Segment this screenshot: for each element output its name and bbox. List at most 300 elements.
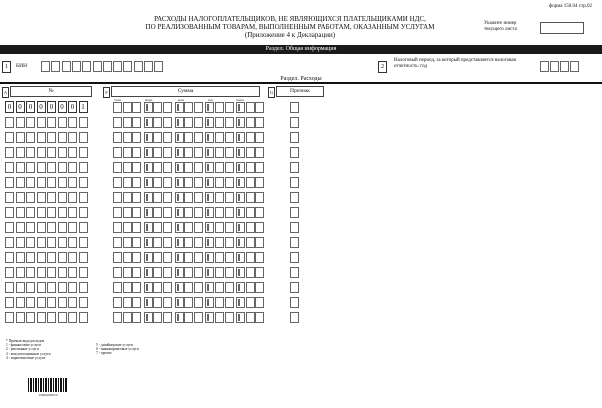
row-number-cell[interactable]: [79, 222, 88, 233]
sum-digit-cell[interactable]: [194, 207, 203, 218]
row-number-cell[interactable]: [26, 177, 35, 188]
year-digit-cell[interactable]: [550, 61, 559, 72]
row-number-cell[interactable]: [68, 192, 77, 203]
row-number-cell[interactable]: [79, 192, 88, 203]
sum-digit-cell[interactable]: [246, 102, 255, 113]
sign-cell[interactable]: [290, 222, 299, 233]
row-number-cell[interactable]: [26, 222, 35, 233]
row-number-cell[interactable]: [58, 267, 67, 278]
row-number-cell[interactable]: [68, 252, 77, 263]
sum-digit-cell[interactable]: [144, 192, 153, 203]
row-number-cell[interactable]: [5, 162, 14, 173]
row-number-cell[interactable]: [16, 252, 25, 263]
row-number-cell[interactable]: [79, 207, 88, 218]
sum-digit-cell[interactable]: [123, 177, 132, 188]
row-number-cell[interactable]: [68, 222, 77, 233]
sum-digit-cell[interactable]: [215, 282, 224, 293]
sign-cell[interactable]: [290, 192, 299, 203]
sum-digit-cell[interactable]: [184, 312, 193, 323]
sum-digit-cell[interactable]: [153, 282, 162, 293]
sum-digit-cell[interactable]: [153, 117, 162, 128]
sum-digit-cell[interactable]: [132, 312, 141, 323]
sum-digit-cell[interactable]: [205, 297, 214, 308]
sum-digit-cell[interactable]: [132, 267, 141, 278]
sum-digit-cell[interactable]: [205, 117, 214, 128]
sum-digit-cell[interactable]: [132, 252, 141, 263]
sum-digit-cell[interactable]: [255, 102, 264, 113]
sum-digit-cell[interactable]: [132, 177, 141, 188]
sum-digit-cell[interactable]: [225, 207, 234, 218]
row-number-cell[interactable]: [47, 252, 56, 263]
sum-digit-cell[interactable]: [144, 312, 153, 323]
row-number-cell[interactable]: [26, 132, 35, 143]
sum-digit-cell[interactable]: [194, 237, 203, 248]
sum-digit-cell[interactable]: [184, 222, 193, 233]
sum-digit-cell[interactable]: [215, 237, 224, 248]
row-number-cell[interactable]: [47, 132, 56, 143]
sum-digit-cell[interactable]: [113, 207, 122, 218]
sum-digit-cell[interactable]: [215, 312, 224, 323]
sign-cell[interactable]: [290, 132, 299, 143]
row-number-cell[interactable]: [79, 312, 88, 323]
row-number-cell[interactable]: [47, 237, 56, 248]
sum-digit-cell[interactable]: [205, 162, 214, 173]
row-number-cell[interactable]: [58, 282, 67, 293]
row-number-cell[interactable]: [16, 267, 25, 278]
row-number-cell[interactable]: [47, 162, 56, 173]
sum-digit-cell[interactable]: [215, 207, 224, 218]
sum-digit-cell[interactable]: [246, 192, 255, 203]
sum-digit-cell[interactable]: [153, 147, 162, 158]
sum-digit-cell[interactable]: [236, 192, 245, 203]
sign-cell[interactable]: [290, 267, 299, 278]
sum-digit-cell[interactable]: [246, 267, 255, 278]
row-number-cell[interactable]: [58, 222, 67, 233]
sum-digit-cell[interactable]: [255, 297, 264, 308]
sum-digit-cell[interactable]: [163, 117, 172, 128]
row-number-cell[interactable]: [47, 312, 56, 323]
row-number-cell[interactable]: [37, 207, 46, 218]
sum-digit-cell[interactable]: [255, 147, 264, 158]
sum-digit-cell[interactable]: [205, 222, 214, 233]
sum-digit-cell[interactable]: [246, 117, 255, 128]
sum-digit-cell[interactable]: [163, 147, 172, 158]
sum-digit-cell[interactable]: [225, 177, 234, 188]
sum-digit-cell[interactable]: [205, 267, 214, 278]
bin-digit-cell[interactable]: [113, 61, 122, 72]
sum-digit-cell[interactable]: [184, 207, 193, 218]
page-number-input[interactable]: [540, 22, 584, 34]
row-number-cell[interactable]: [37, 282, 46, 293]
row-number-digit[interactable]: 1: [79, 101, 88, 113]
sum-digit-cell[interactable]: [163, 297, 172, 308]
sum-digit-cell[interactable]: [236, 162, 245, 173]
sum-digit-cell[interactable]: [144, 222, 153, 233]
sum-digit-cell[interactable]: [153, 267, 162, 278]
sum-digit-cell[interactable]: [144, 252, 153, 263]
sum-digit-cell[interactable]: [113, 132, 122, 143]
sum-digit-cell[interactable]: [225, 267, 234, 278]
row-number-cell[interactable]: [26, 192, 35, 203]
sum-digit-cell[interactable]: [123, 132, 132, 143]
row-number-cell[interactable]: [37, 147, 46, 158]
year-digit-cell[interactable]: [560, 61, 569, 72]
row-number-cell[interactable]: [68, 237, 77, 248]
row-number-cell[interactable]: [5, 207, 14, 218]
row-number-cell[interactable]: [58, 177, 67, 188]
sum-digit-cell[interactable]: [246, 177, 255, 188]
row-number-cell[interactable]: [37, 267, 46, 278]
row-number-cell[interactable]: [79, 252, 88, 263]
sum-digit-cell[interactable]: [205, 207, 214, 218]
row-number-cell[interactable]: [37, 312, 46, 323]
sum-digit-cell[interactable]: [246, 297, 255, 308]
row-number-cell[interactable]: [68, 117, 77, 128]
sum-digit-cell[interactable]: [113, 117, 122, 128]
sum-digit-cell[interactable]: [246, 162, 255, 173]
sum-digit-cell[interactable]: [163, 237, 172, 248]
sum-digit-cell[interactable]: [255, 222, 264, 233]
sum-digit-cell[interactable]: [153, 297, 162, 308]
row-number-digit[interactable]: 0: [47, 101, 56, 113]
sum-digit-cell[interactable]: [255, 207, 264, 218]
row-number-cell[interactable]: [26, 267, 35, 278]
sum-digit-cell[interactable]: [184, 102, 193, 113]
sum-digit-cell[interactable]: [113, 282, 122, 293]
sum-digit-cell[interactable]: [153, 192, 162, 203]
row-number-cell[interactable]: [5, 132, 14, 143]
sum-digit-cell[interactable]: [246, 312, 255, 323]
row-number-cell[interactable]: [79, 147, 88, 158]
sum-digit-cell[interactable]: [246, 222, 255, 233]
sum-digit-cell[interactable]: [194, 102, 203, 113]
row-number-cell[interactable]: [68, 207, 77, 218]
sum-digit-cell[interactable]: [175, 237, 184, 248]
sum-digit-cell[interactable]: [175, 252, 184, 263]
sum-digit-cell[interactable]: [225, 237, 234, 248]
sum-digit-cell[interactable]: [236, 312, 245, 323]
row-number-cell[interactable]: [37, 252, 46, 263]
row-number-cell[interactable]: [16, 297, 25, 308]
sum-digit-cell[interactable]: [153, 222, 162, 233]
row-number-cell[interactable]: [47, 117, 56, 128]
sum-digit-cell[interactable]: [205, 132, 214, 143]
sum-digit-cell[interactable]: [123, 102, 132, 113]
sum-digit-cell[interactable]: [236, 117, 245, 128]
row-number-cell[interactable]: [26, 117, 35, 128]
sum-digit-cell[interactable]: [132, 102, 141, 113]
sum-digit-cell[interactable]: [255, 132, 264, 143]
sum-digit-cell[interactable]: [132, 297, 141, 308]
sum-digit-cell[interactable]: [175, 222, 184, 233]
row-number-cell[interactable]: [5, 237, 14, 248]
sum-digit-cell[interactable]: [163, 177, 172, 188]
sign-cell[interactable]: [290, 252, 299, 263]
bin-digit-cell[interactable]: [103, 61, 112, 72]
sum-digit-cell[interactable]: [163, 162, 172, 173]
row-number-cell[interactable]: [68, 267, 77, 278]
row-number-cell[interactable]: [37, 297, 46, 308]
sum-digit-cell[interactable]: [175, 282, 184, 293]
sum-digit-cell[interactable]: [225, 222, 234, 233]
sum-digit-cell[interactable]: [144, 282, 153, 293]
sum-digit-cell[interactable]: [255, 117, 264, 128]
sum-digit-cell[interactable]: [113, 102, 122, 113]
sum-digit-cell[interactable]: [184, 252, 193, 263]
row-number-cell[interactable]: [58, 207, 67, 218]
sum-digit-cell[interactable]: [113, 267, 122, 278]
sum-digit-cell[interactable]: [113, 222, 122, 233]
sum-digit-cell[interactable]: [255, 282, 264, 293]
sum-digit-cell[interactable]: [215, 162, 224, 173]
sum-digit-cell[interactable]: [132, 237, 141, 248]
sum-digit-cell[interactable]: [123, 267, 132, 278]
row-number-cell[interactable]: [16, 222, 25, 233]
row-number-cell[interactable]: [37, 192, 46, 203]
row-number-cell[interactable]: [68, 312, 77, 323]
sum-digit-cell[interactable]: [175, 312, 184, 323]
sum-digit-cell[interactable]: [144, 207, 153, 218]
sum-digit-cell[interactable]: [132, 117, 141, 128]
sum-digit-cell[interactable]: [132, 207, 141, 218]
sum-digit-cell[interactable]: [225, 312, 234, 323]
row-number-cell[interactable]: [26, 162, 35, 173]
sum-digit-cell[interactable]: [246, 252, 255, 263]
sum-digit-cell[interactable]: [215, 267, 224, 278]
sum-digit-cell[interactable]: [255, 177, 264, 188]
sum-digit-cell[interactable]: [163, 207, 172, 218]
sum-digit-cell[interactable]: [194, 312, 203, 323]
sum-digit-cell[interactable]: [215, 177, 224, 188]
bin-digit-cell[interactable]: [123, 61, 132, 72]
sum-digit-cell[interactable]: [236, 267, 245, 278]
row-number-cell[interactable]: [37, 162, 46, 173]
sum-digit-cell[interactable]: [153, 132, 162, 143]
sum-digit-cell[interactable]: [132, 222, 141, 233]
sum-digit-cell[interactable]: [205, 102, 214, 113]
sum-digit-cell[interactable]: [123, 117, 132, 128]
sum-digit-cell[interactable]: [215, 252, 224, 263]
sum-digit-cell[interactable]: [163, 282, 172, 293]
bin-digit-cell[interactable]: [82, 61, 91, 72]
sum-digit-cell[interactable]: [194, 192, 203, 203]
sum-digit-cell[interactable]: [144, 237, 153, 248]
sum-digit-cell[interactable]: [205, 192, 214, 203]
sum-digit-cell[interactable]: [184, 147, 193, 158]
sum-digit-cell[interactable]: [153, 177, 162, 188]
sum-digit-cell[interactable]: [175, 192, 184, 203]
sum-digit-cell[interactable]: [184, 237, 193, 248]
sum-digit-cell[interactable]: [205, 147, 214, 158]
sum-digit-cell[interactable]: [123, 192, 132, 203]
sum-digit-cell[interactable]: [236, 222, 245, 233]
sum-digit-cell[interactable]: [144, 267, 153, 278]
sum-digit-cell[interactable]: [236, 297, 245, 308]
sum-digit-cell[interactable]: [132, 147, 141, 158]
row-number-cell[interactable]: [58, 132, 67, 143]
sum-digit-cell[interactable]: [194, 117, 203, 128]
row-number-cell[interactable]: [47, 297, 56, 308]
row-number-cell[interactable]: [47, 192, 56, 203]
row-number-cell[interactable]: [79, 267, 88, 278]
row-number-cell[interactable]: [47, 267, 56, 278]
row-number-cell[interactable]: [79, 282, 88, 293]
sign-cell[interactable]: [290, 282, 299, 293]
row-number-cell[interactable]: [68, 177, 77, 188]
sum-digit-cell[interactable]: [144, 177, 153, 188]
sign-cell[interactable]: [290, 147, 299, 158]
row-number-cell[interactable]: [16, 117, 25, 128]
sum-digit-cell[interactable]: [123, 312, 132, 323]
sum-digit-cell[interactable]: [163, 192, 172, 203]
row-number-cell[interactable]: [58, 162, 67, 173]
sum-digit-cell[interactable]: [215, 192, 224, 203]
sum-digit-cell[interactable]: [215, 147, 224, 158]
sum-digit-cell[interactable]: [205, 282, 214, 293]
bin-digit-cell[interactable]: [144, 61, 153, 72]
sum-digit-cell[interactable]: [123, 207, 132, 218]
sign-cell[interactable]: [290, 102, 299, 113]
row-number-cell[interactable]: [5, 177, 14, 188]
sum-digit-cell[interactable]: [163, 132, 172, 143]
row-number-cell[interactable]: [5, 312, 14, 323]
sum-digit-cell[interactable]: [175, 117, 184, 128]
row-number-cell[interactable]: [79, 177, 88, 188]
sum-digit-cell[interactable]: [144, 297, 153, 308]
sum-digit-cell[interactable]: [113, 162, 122, 173]
sum-digit-cell[interactable]: [205, 237, 214, 248]
sum-digit-cell[interactable]: [194, 222, 203, 233]
row-number-cell[interactable]: [16, 282, 25, 293]
row-number-cell[interactable]: [26, 252, 35, 263]
sum-digit-cell[interactable]: [205, 177, 214, 188]
sum-digit-cell[interactable]: [184, 132, 193, 143]
sum-digit-cell[interactable]: [163, 252, 172, 263]
sum-digit-cell[interactable]: [225, 252, 234, 263]
sum-digit-cell[interactable]: [113, 252, 122, 263]
year-digit-cell[interactable]: [540, 61, 549, 72]
row-number-cell[interactable]: [5, 297, 14, 308]
sum-digit-cell[interactable]: [132, 192, 141, 203]
sign-cell[interactable]: [290, 312, 299, 323]
row-number-cell[interactable]: [37, 222, 46, 233]
sum-digit-cell[interactable]: [132, 162, 141, 173]
sum-digit-cell[interactable]: [132, 282, 141, 293]
row-number-cell[interactable]: [58, 297, 67, 308]
sum-digit-cell[interactable]: [194, 267, 203, 278]
sum-digit-cell[interactable]: [184, 117, 193, 128]
sum-digit-cell[interactable]: [194, 282, 203, 293]
sum-digit-cell[interactable]: [184, 297, 193, 308]
row-number-cell[interactable]: [58, 192, 67, 203]
sum-digit-cell[interactable]: [113, 312, 122, 323]
row-number-cell[interactable]: [16, 237, 25, 248]
sum-digit-cell[interactable]: [205, 252, 214, 263]
bin-digit-cell[interactable]: [134, 61, 143, 72]
sum-digit-cell[interactable]: [255, 192, 264, 203]
row-number-cell[interactable]: [68, 297, 77, 308]
sum-digit-cell[interactable]: [255, 267, 264, 278]
sum-digit-cell[interactable]: [236, 237, 245, 248]
sum-digit-cell[interactable]: [246, 237, 255, 248]
sum-digit-cell[interactable]: [123, 297, 132, 308]
row-number-cell[interactable]: [26, 297, 35, 308]
sum-digit-cell[interactable]: [123, 162, 132, 173]
sum-digit-cell[interactable]: [153, 102, 162, 113]
row-number-cell[interactable]: [47, 222, 56, 233]
row-number-digit[interactable]: 0: [5, 101, 14, 113]
row-number-cell[interactable]: [5, 267, 14, 278]
row-number-digit[interactable]: 0: [26, 101, 35, 113]
sum-digit-cell[interactable]: [123, 147, 132, 158]
row-number-cell[interactable]: [5, 147, 14, 158]
sign-cell[interactable]: [290, 207, 299, 218]
sum-digit-cell[interactable]: [236, 132, 245, 143]
year-digit-cell[interactable]: [570, 61, 579, 72]
sum-digit-cell[interactable]: [236, 282, 245, 293]
sum-digit-cell[interactable]: [246, 132, 255, 143]
sum-digit-cell[interactable]: [144, 117, 153, 128]
sum-digit-cell[interactable]: [175, 147, 184, 158]
sum-digit-cell[interactable]: [215, 222, 224, 233]
sum-digit-cell[interactable]: [194, 147, 203, 158]
sum-digit-cell[interactable]: [132, 132, 141, 143]
sum-digit-cell[interactable]: [205, 312, 214, 323]
row-number-cell[interactable]: [47, 177, 56, 188]
row-number-cell[interactable]: [79, 117, 88, 128]
row-number-cell[interactable]: [58, 237, 67, 248]
row-number-cell[interactable]: [58, 117, 67, 128]
sum-digit-cell[interactable]: [175, 162, 184, 173]
row-number-cell[interactable]: [37, 237, 46, 248]
sum-digit-cell[interactable]: [255, 312, 264, 323]
sum-digit-cell[interactable]: [113, 237, 122, 248]
sum-digit-cell[interactable]: [123, 237, 132, 248]
sum-digit-cell[interactable]: [225, 282, 234, 293]
sum-digit-cell[interactable]: [225, 192, 234, 203]
row-number-digit[interactable]: 0: [58, 101, 67, 113]
sum-digit-cell[interactable]: [246, 147, 255, 158]
bin-digit-cell[interactable]: [93, 61, 102, 72]
sum-digit-cell[interactable]: [163, 102, 172, 113]
row-number-cell[interactable]: [37, 117, 46, 128]
bin-digit-cell[interactable]: [51, 61, 60, 72]
row-number-cell[interactable]: [47, 147, 56, 158]
sum-digit-cell[interactable]: [236, 252, 245, 263]
row-number-cell[interactable]: [68, 282, 77, 293]
row-number-cell[interactable]: [5, 252, 14, 263]
sum-digit-cell[interactable]: [144, 132, 153, 143]
row-number-cell[interactable]: [5, 222, 14, 233]
sum-digit-cell[interactable]: [144, 102, 153, 113]
sum-digit-cell[interactable]: [184, 192, 193, 203]
sum-digit-cell[interactable]: [225, 117, 234, 128]
sign-cell[interactable]: [290, 237, 299, 248]
row-number-cell[interactable]: [16, 132, 25, 143]
sum-digit-cell[interactable]: [123, 282, 132, 293]
sum-digit-cell[interactable]: [225, 297, 234, 308]
sum-digit-cell[interactable]: [123, 252, 132, 263]
sum-digit-cell[interactable]: [225, 162, 234, 173]
sum-digit-cell[interactable]: [215, 102, 224, 113]
sum-digit-cell[interactable]: [153, 207, 162, 218]
row-number-cell[interactable]: [16, 192, 25, 203]
row-number-cell[interactable]: [68, 162, 77, 173]
bin-digit-cell[interactable]: [72, 61, 81, 72]
sum-digit-cell[interactable]: [144, 162, 153, 173]
sum-digit-cell[interactable]: [246, 207, 255, 218]
sum-digit-cell[interactable]: [113, 297, 122, 308]
